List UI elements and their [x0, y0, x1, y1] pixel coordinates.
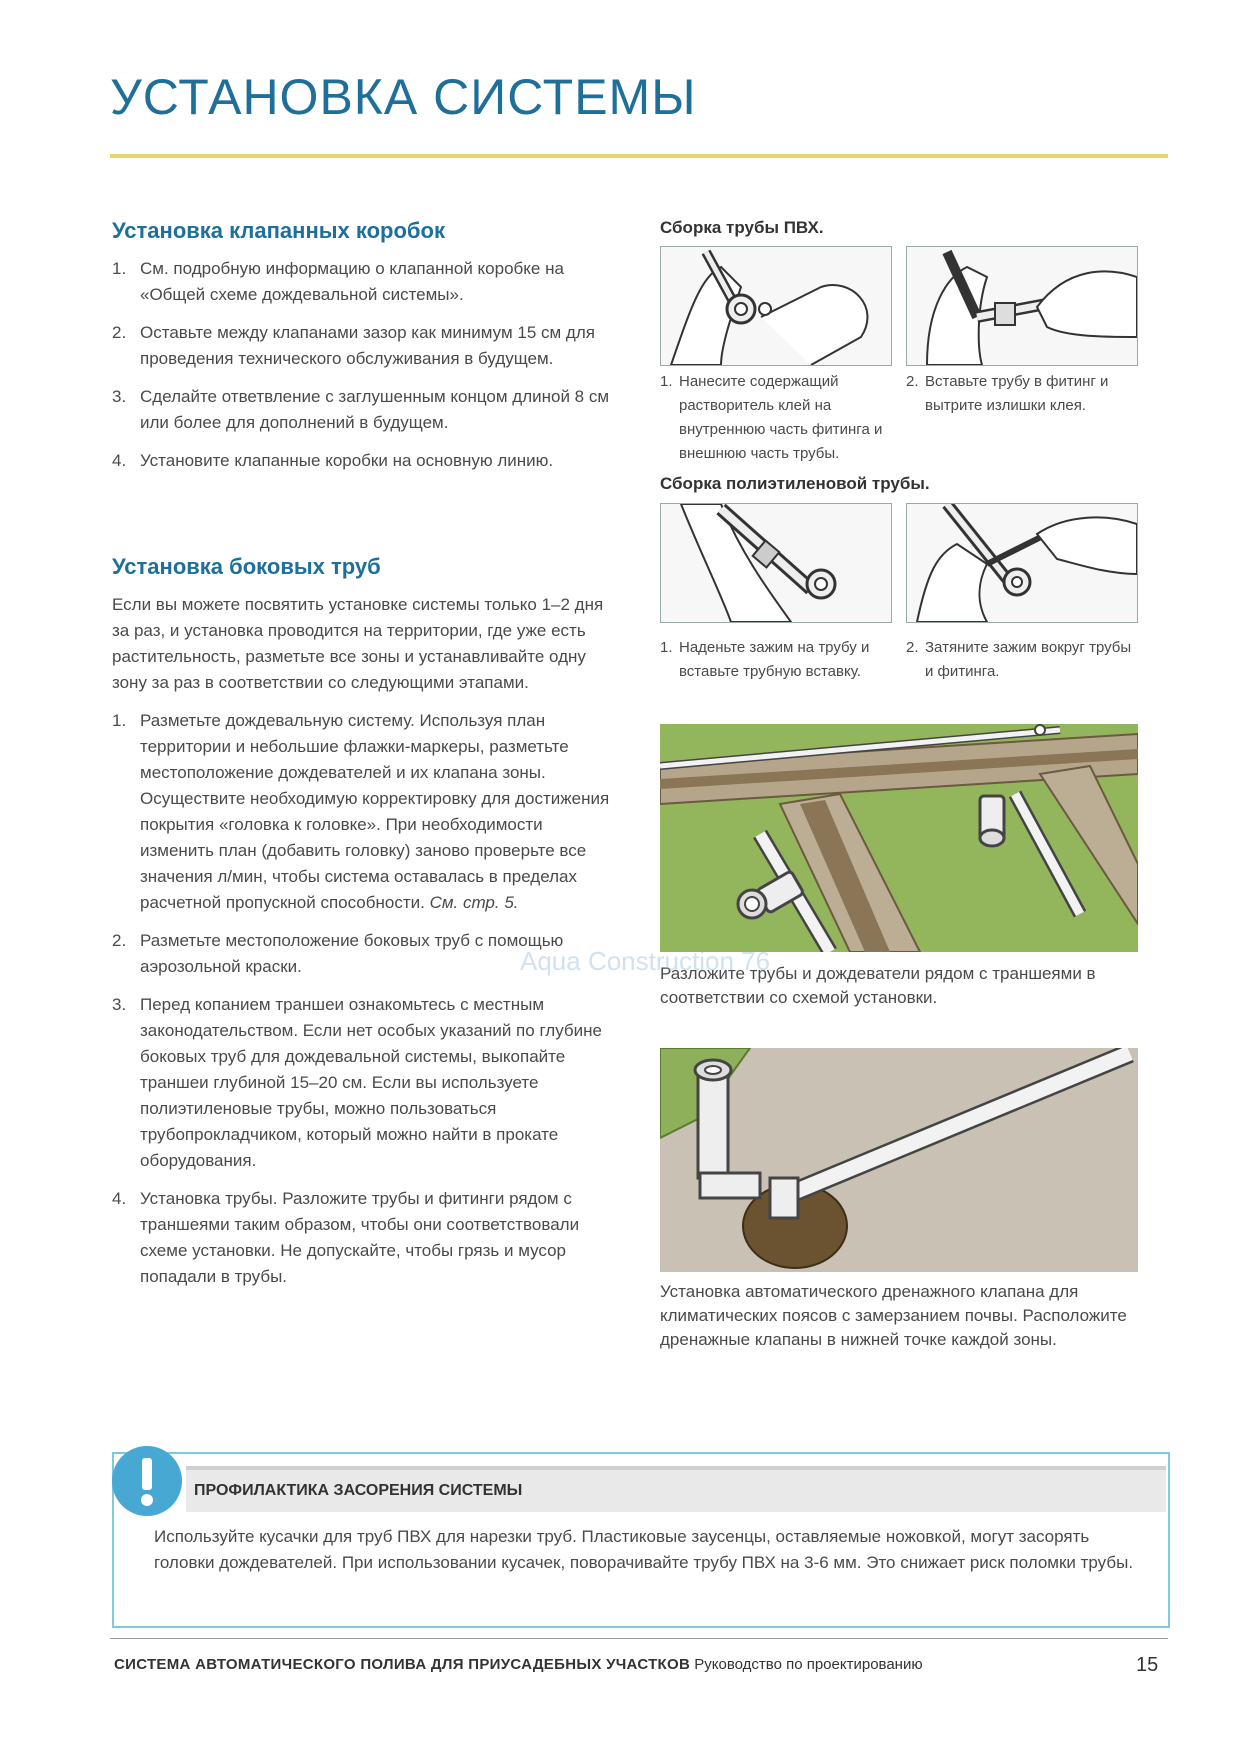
valve-heading: Установка клапанных коробок [112, 218, 445, 243]
page-reference: См. стр. 5. [429, 893, 519, 912]
list-item [112, 708, 620, 916]
poly-step2-illustration [906, 503, 1138, 623]
trench-caption: Разложите трубы и дождеватели рядом с траншеями в соответствии со схемой установки. [660, 964, 1096, 1007]
pvc-caption-2 [906, 370, 1138, 418]
list-item [112, 320, 622, 372]
item-text: См. подробную информацию о клапанной коробке на «Общей схеме дождевальной системы». [140, 259, 564, 304]
caption-number: 2. [906, 639, 919, 656]
list-item [112, 448, 622, 474]
pvc-title: Сборка трубы ПВХ. [660, 218, 824, 237]
caption-text [660, 370, 892, 466]
item-text: Сделайте ответвление с заглушенным концом длиной 8 см или более для дополнений в будущем. [140, 387, 610, 432]
lateral-list [112, 708, 620, 1290]
item-number: 2. [112, 931, 127, 950]
item-text: Разметьте дождевальную систему. Используя план территории и небольшие флажки-маркеры, разметьте местоположение дождевателей и их клапана зоны. Осуществите необходимую корректировку для достижения покрытия «головка к головке». При необходимости изменить план (добавить головку) заново проверьте все значения л/мин, чтобы система оставалась в пределах расчетной пропускной способности. [140, 711, 610, 912]
item-text: Перед копанием траншеи ознакомьтесь с местным законодательством. Если нет особых указаний по глубине боковых труб для дождевальной системы, выкопайте траншеи глубиной 15–20 см. Если вы используете полиэтиленовые трубы, можно пользоваться трубопрокладчиком, который можно найти в прокате оборудования. [140, 995, 602, 1170]
pvc-step1-illustration [660, 246, 892, 366]
caption-number: 1. [660, 639, 673, 656]
list-item [112, 1186, 620, 1290]
list-item [112, 384, 622, 436]
item-text: Установка трубы. Разложите трубы и фитинги рядом с траншеями таким образом, чтобы они соответствовали схеме установки. Не допускайте, чтобы грязь и мусор попадали в трубы. [140, 1189, 580, 1286]
caption-text [906, 636, 1138, 684]
tip-text: Используйте кусачки для труб ПВХ для нарезки труб. Пластиковые заусенцы, оставляемые ножовкой, могут засорять головки дождевателей. При использовании кусачек, поворачивайте трубу ПВХ на 3-6 мм. Это снижает риск поломки трубы. [154, 1527, 1134, 1572]
pvc-caption-1 [660, 370, 892, 466]
caption-number: 2. [906, 373, 919, 390]
list-item [112, 256, 622, 308]
tip-box [112, 1452, 1170, 1628]
pvc-step2-illustration [906, 246, 1138, 366]
drain-caption: Установка автоматического дренажного клапана для климатических поясов с замерзанием почвы. Расположите дренажные клапаны в нижней точке каждой зоны. [660, 1282, 1127, 1349]
item-number: 4. [112, 1189, 127, 1208]
caption-number: 1. [660, 373, 673, 390]
footer-rule [110, 1638, 1168, 1639]
item-number: 1. [112, 259, 127, 278]
caption-body: Затяните зажим вокруг трубы и фитинга. [925, 639, 1132, 680]
page-number: 15 [1136, 1654, 1159, 1676]
item-number: 3. [112, 387, 127, 406]
lateral-heading: Установка боковых труб [112, 554, 381, 579]
caption-body: Наденьте зажим на трубу и вставьте трубную вставку. [679, 639, 870, 680]
lateral-intro: Если вы можете посвятить установке системы только 1–2 дня за раз, и установка проводится на территории, где уже есть растительность, разметьте все зоны и устанавливайте одну зону за раз в соответствии со следующими этапами. [112, 595, 604, 692]
item-number: 3. [112, 995, 127, 1014]
footer [114, 1656, 923, 1673]
footer-title: СИСТЕМА АВТОМАТИЧЕСКОГО ПОЛИВА ДЛЯ ПРИУСАДЕБНЫХ УЧАСТКОВ [114, 1656, 691, 1673]
item-text: Оставьте между клапанами зазор как минимум 15 см для проведения технического обслуживания в будущем. [140, 323, 595, 368]
poly-caption-2 [906, 636, 1138, 684]
page-title: УСТАНОВКА СИСТЕМЫ [110, 69, 697, 125]
lateral-section [112, 554, 620, 1302]
watermark: Aqua Construction 76 [520, 946, 771, 976]
poly-step1-illustration [660, 503, 892, 623]
item-number: 1. [112, 711, 127, 730]
caption-body: Нанесите содержащий растворитель клей на внутреннюю часть фитинга и внешнюю часть трубы. [679, 373, 883, 462]
exclamation-icon [112, 1446, 182, 1516]
valve-section [112, 218, 622, 486]
item-number: 4. [112, 451, 127, 470]
list-item [112, 992, 620, 1174]
trench-illustration [660, 724, 1138, 952]
valve-list [112, 256, 622, 474]
footer-subtitle: Руководство по проектированию [694, 1656, 923, 1673]
poly-caption-1 [660, 636, 892, 684]
poly-title: Сборка полиэтиленовой трубы. [660, 474, 930, 493]
drain-valve-illustration [660, 1048, 1138, 1272]
item-number: 2. [112, 323, 127, 342]
caption-body: Вставьте трубу в фитинг и вытрите излишки клея. [925, 373, 1109, 414]
tip-title: ПРОФИЛАКТИКА ЗАСОРЕНИЯ СИСТЕМЫ [194, 1482, 523, 1499]
caption-text [660, 636, 892, 684]
caption-text [906, 370, 1138, 418]
title-rule [110, 154, 1168, 158]
item-text: Установите клапанные коробки на основную линию. [140, 451, 554, 470]
item-text: Разметьте местоположение боковых труб с помощью аэрозольной краски. [140, 931, 564, 976]
